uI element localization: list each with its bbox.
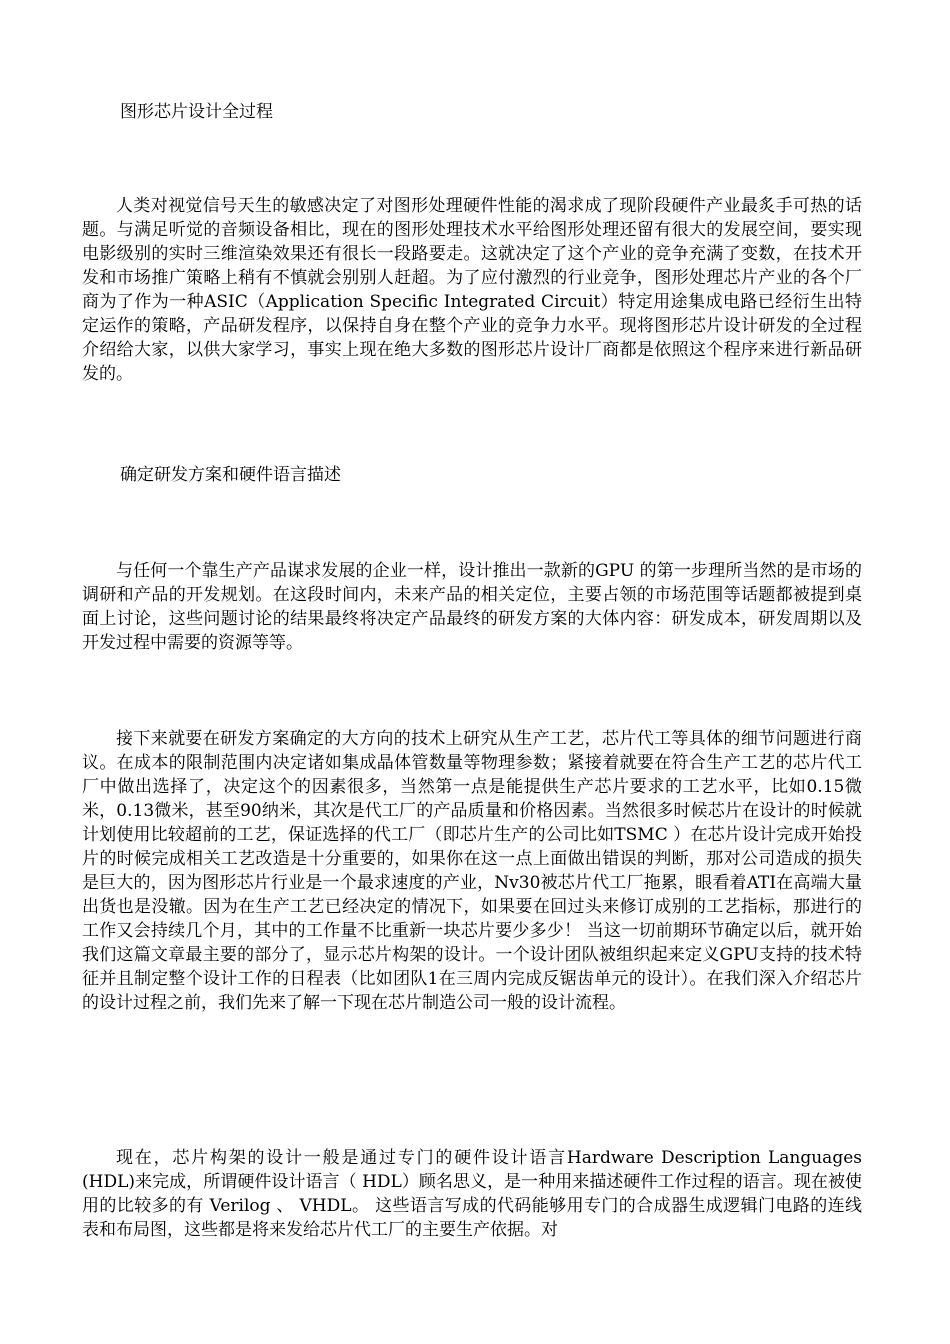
intro-paragraph: 人类对视觉信号天生的敏感决定了对图形处理硬件性能的渴求成了现阶段硬件产业最炙手可热的话题。与满足听觉的音频设备相比，现在的图形处理技术水平给图形处理还留有很大的发展空间，要实现电影级别的实时三维渲染效果还有很长一段路要走。这就决定了这个产业的竞争充满了变数，在技术开发和市场推广策略上稍有不慎就会别别人赶超。为了应付激烈的行业竞争，图形处理芯片产业的各个厂商为了作为一种ASIC（Application Specific Integrated Circuit）特定用途集成电路已经衍生出特定运作的策略，产品研发程序，以保持自身在整个产业的竞争力水平。现将图形芯片设计研发的全过程介绍给大家，以供大家学习，事实上现在绝大多数的图形芯片设计厂商都是依照这个程序来进行新品研发的。 — [82, 196, 862, 384]
paragraph-process-selection: 接下来就要在研发方案确定的大方向的技术上研究从生产工艺，芯片代工等具体的细节问题进行商议。在成本的限制范围内决定诸如集成晶体管数量等物理参数；紧接着就要在符合生产工艺的芯片代工厂中做出选择了，决定这个的因素很多，当然第一点是能提供生产芯片要求的工艺水平，比如0.15微米，0.13微米，甚至90纳米，其次是代工厂的产品质量和价格因素。当然很多时候芯片在设计的时候就计划使用比较超前的工艺，保证选择的代工厂（即芯片生产的公司比如TSMC ）在芯片设计完成开始投片的时候完成相关工艺改造是十分重要的，如果你在这一点上面做出错误的判断，那对公司造成的损失是巨大的，因为图形芯片行业是一个最求速度的产业，Nv30被芯片代工厂拖累，眼看着ATI在高端大量出货也是没辙。因为在生产工艺已经决定的情况下，如果要在回过头来修订成别的工艺指标，那进行的工作又会持续几个月，其中的工作量不比重新一块芯片要少多少！ 当这一切前期环节确定以后，就开始我们这篇文章最主要的部分了，显示芯片构架的设计。一个设计团队被组织起来定义GPU支持的技术特征并且制定整个设计工作的日程表（比如团队1在三周内完成反锯齿单元的设计）。在我们深入介绍芯片的设计过程之前，我们先来了解一下现在芯片制造公司一般的设计流程。 — [82, 729, 862, 1013]
section-heading: 确定研发方案和硬件语言描述 — [120, 465, 341, 485]
paragraph-hdl: 现在，芯片构架的设计一般是通过专门的硬件设计语言Hardware Description Languages (HDL)来完成，所谓硬件设计语言（ HDL）顾名思义，是一种用来描述硬件工作过程的语言。现在被使用的比较多的有 Verilog 、 VHDL。 这些语言写成的代码能够用专门的合成器生成逻辑门电路的连线表和布局图，这些都是将来发给芯片代工厂的主要生产依据。对 — [82, 1148, 862, 1240]
document-title: 图形芯片设计全过程 — [120, 102, 273, 122]
paragraph-market-research: 与任何一个靠生产产品谋求发展的企业一样，设计推出一款新的GPU 的第一步理所当然的是市场的调研和产品的开发规划。在这段时间内，未来产品的相关定位，主要占领的市场范围等话题都被提到桌面上讨论，这些问题讨论的结果最终将决定产品最终的研发方案的大体内容：研发成本，研发周期以及开发过程中需要的资源等等。 — [82, 561, 862, 653]
